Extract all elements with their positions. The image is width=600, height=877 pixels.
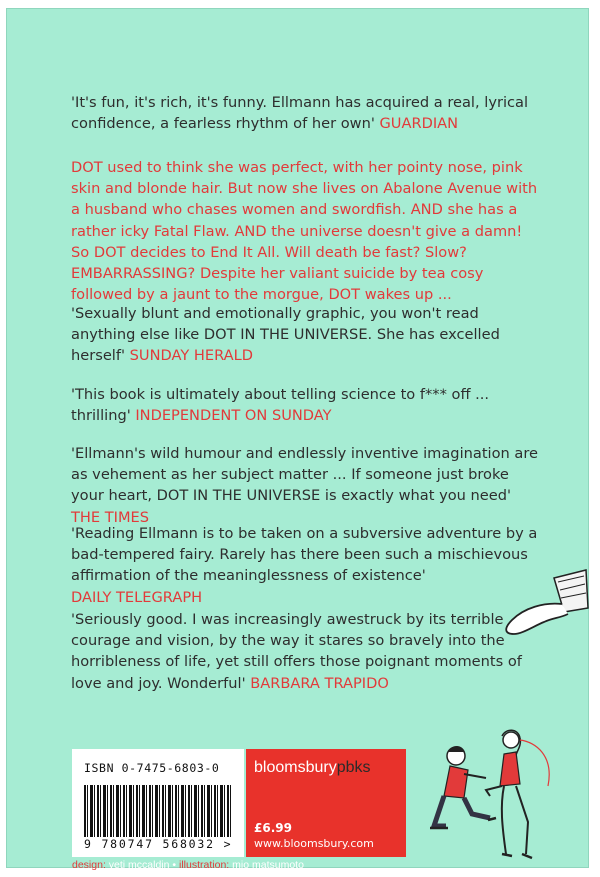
- blurb-barbara-trapido: [71, 609, 541, 694]
- blurb-guardian: [71, 92, 541, 134]
- quote-text: 'Reading Ellmann is to be taken on a subversive adventure by a bad-tempered fairy. Rarely has there been such a mischievous affirmation of the meaninglessness of existence': [71, 525, 538, 585]
- synopsis-sentence: AND the universe doesn't give a damn!: [234, 222, 523, 240]
- quote-text: 'Seriously good. I was increasingly awestruck by its terrible courage and vision, by the way it stares so bravely into the horribleness of life, yet still offers those poignant moments of love and joy. Wonderful': [71, 611, 522, 692]
- isbn-number: ISBN 0-7475-6803-0: [84, 761, 220, 775]
- synopsis-sentence: AND she has a rather icky Fatal Flaw.: [71, 201, 518, 240]
- illustration-label: illustration:: [179, 859, 230, 871]
- quote-source: SUNDAY HERALD: [129, 347, 253, 365]
- blurb-the-times: [71, 443, 541, 528]
- credits-separator: •: [172, 859, 177, 871]
- quote-source: GUARDIAN: [379, 115, 459, 133]
- book-back-cover: [6, 8, 589, 871]
- couple-illustration: [416, 726, 586, 866]
- quote-source: BARBARA TRAPIDO: [250, 674, 389, 692]
- blurb-sunday-herald: [71, 303, 541, 367]
- synopsis-sentence: DOT wakes up ...: [328, 286, 452, 304]
- quote-text: 'It's fun, it's rich, it's funny. Ellmann has acquired a real, lyrical confidence, a fearless rhythm of her own': [71, 94, 529, 133]
- synopsis-sentence: But now she lives on Abalone Avenue with a husband who chases women and swordfish.: [71, 180, 538, 219]
- publisher-logo: [254, 759, 371, 777]
- designer-name: yeti mccaldin: [108, 859, 170, 871]
- illustrator-name: mio matsumoto: [232, 859, 304, 871]
- blurb-independent-on-sunday: [71, 384, 541, 426]
- synopsis-sentence: EMBARRASSING?: [71, 265, 196, 283]
- ean-number: 9 780747 568032 >: [84, 837, 233, 851]
- barcode-image: [84, 785, 232, 837]
- synopsis-sentence: DOT used to think she was perfect, with her pointy nose, pink skin and blonde hair.: [71, 159, 523, 198]
- publisher-logo-main: bloomsbury: [254, 759, 337, 776]
- price: £6.99: [254, 821, 292, 835]
- barcode-panel: [72, 749, 244, 857]
- quote-text: 'Ellmann's wild humour and endlessly inventive imagination are as vehement as her subject matter ... If someone just broke your heart,: [71, 445, 539, 505]
- synopsis: [71, 157, 541, 305]
- publisher-url: www.bloomsbury.com: [254, 837, 374, 850]
- quote-text: . She has excelled herself': [71, 326, 500, 365]
- leg-illustration: [494, 568, 589, 640]
- publisher-logo-suffix: pbks: [336, 759, 371, 776]
- quote-text: 'This book is ultimately about telling science to f*** off ... thrilling': [71, 386, 490, 425]
- quote-text: 'Sexually blunt and emotionally graphic, you won't read anything else like: [71, 305, 479, 344]
- design-label: design:: [72, 859, 106, 871]
- book-title-mention: DOT IN THE UNIVERSE: [156, 487, 321, 505]
- quote-source: THE TIMES: [71, 508, 150, 526]
- quote-source: DAILY TELEGRAPH: [71, 588, 203, 606]
- synopsis-sentence: Despite her valiant suicide by tea cosy followed by a jaunt to the morgue,: [71, 265, 484, 304]
- credits-line: [72, 859, 304, 871]
- blurb-daily-telegraph: [71, 523, 541, 608]
- quote-source: INDEPENDENT ON SUNDAY: [135, 407, 332, 425]
- publisher-panel: [246, 749, 406, 857]
- synopsis-sentence: So DOT decides to End It All. Will death be fast? Slow?: [71, 243, 467, 261]
- book-title-mention: DOT IN THE UNIVERSE: [203, 326, 368, 344]
- quote-text: is exactly what you need': [324, 487, 512, 505]
